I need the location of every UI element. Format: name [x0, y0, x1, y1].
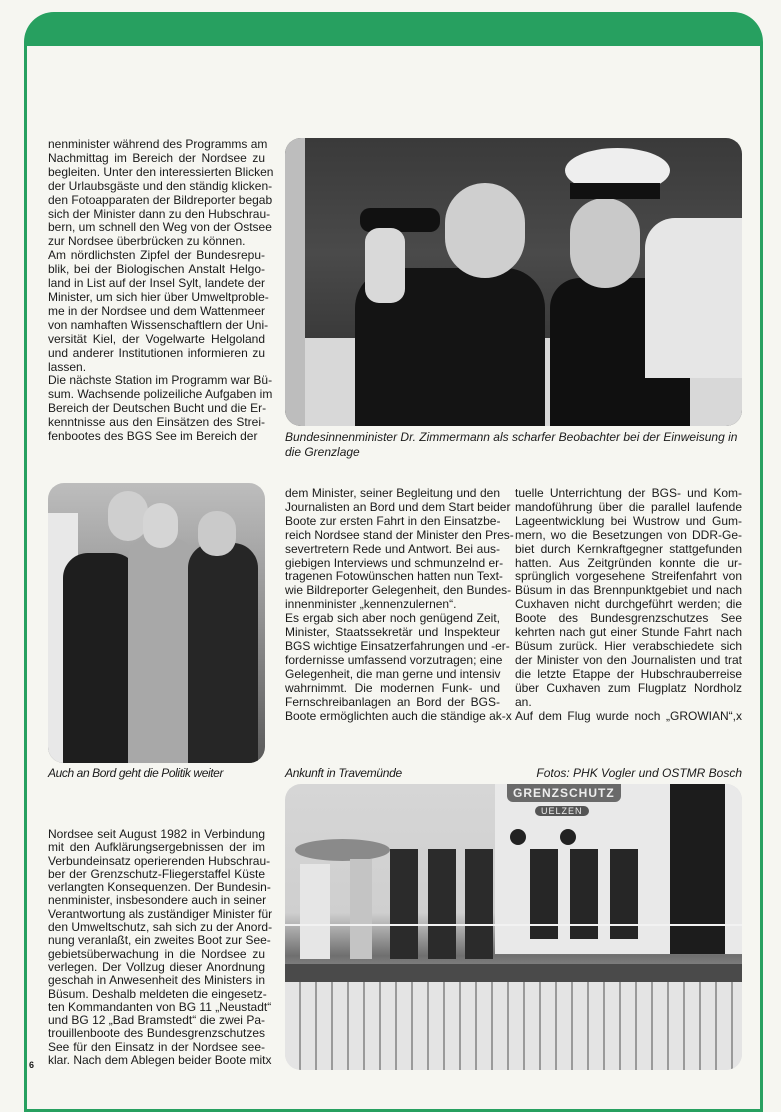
text-line: ten Kommandanten von BG 11 „Neustadt“	[48, 999, 272, 1014]
text-line: ber der Grenzschutz-Fliegerstaffel Küste	[48, 866, 265, 881]
text-line: und BG 12 „Bad Bramstedt“ die zwei Pa-	[48, 1013, 265, 1028]
text-line: BGS wichtige Einsatzerfahrungen und -er-	[285, 638, 510, 653]
text-line: gebietsüberwachung in die Nordsee zu	[48, 946, 265, 961]
text-line: Büsum in das Brennpunktgebiet und nach	[515, 583, 742, 598]
text-line: Nachmittag im Bereich der Nordsee zu	[48, 150, 265, 165]
text-line: Die nächste Station im Programm war Bü-	[48, 373, 273, 388]
text-line: Cuxhaven nicht durchgeführt werden; die	[515, 597, 742, 612]
text-line: fordernisse umfassend vorzutragen; eine	[285, 652, 503, 667]
text-line: reich Nordsee stand der Minister den Pres-	[285, 527, 514, 542]
text-line: begleiten. Unter den interessierten Blicken	[48, 164, 274, 179]
text-line: die letzte Etappe der Hubschrauberreise	[515, 666, 742, 681]
text-line: sich der Minister dann zu den Hubschrau-	[48, 206, 271, 221]
text-line: hatten. Aus Zeitgründen konnte die ur-	[515, 555, 742, 570]
column-middle	[285, 486, 514, 723]
text-line: land in List auf der Insel Sylt, landete der	[48, 276, 265, 291]
text-line: nung veranlaßt, ein zweites Boot zur See-	[48, 933, 271, 948]
text-line: Lageentwicklung bei Wustrow und Gum-	[515, 513, 742, 528]
caption-top-photo: Bundesinnenminister Dr. Zimmermann als scharfer Beobachter bei der Einweisung in die Grenzlage	[285, 430, 738, 459]
text-line: klar. Nach dem Ablegen beider Boote mitx	[48, 1053, 272, 1068]
column-right	[515, 487, 742, 723]
text-line: an.	[515, 694, 532, 709]
text-line: blik, bei der Biologischen Anstalt Helgo-	[48, 262, 265, 277]
text-line: Auf dem Flug wurde noch „GROWIAN“,x	[515, 708, 742, 723]
text-line: Boote zur ersten Fahrt in den Einsatzbe-	[285, 513, 501, 528]
text-line: Boote des Bundesgrenzschutzes See	[515, 611, 742, 626]
text-line: der Minister von den Journalisten und trat	[515, 652, 742, 667]
text-line: giebigen Interviews und schmunzelnd er-	[285, 555, 504, 570]
text-line: Büsum zurück. Hier verabschiedete sich	[515, 638, 742, 653]
text-line: über Cuxhaven zum Flugplatz Nordholz	[515, 680, 742, 695]
text-line: severtretern Rede und Antwort. Bei aus-	[285, 541, 500, 556]
text-line: Minister, Staatssekretär und Inspekteur	[285, 625, 500, 640]
text-line: mern, wo die Besetzungen von DDR-Ge-	[515, 527, 742, 542]
text-line: verlangten Konsequenzen. Der Bundesin-	[48, 880, 271, 895]
text-line: verlegen. Der Vollzug dieser Anordnung	[48, 959, 265, 974]
frame-inner	[27, 46, 760, 86]
text-line: Minister, um sich hier über Umweltproble-	[48, 289, 269, 304]
text-line: sum. Wachsende polizeiliche Aufgaben im	[48, 387, 273, 402]
text-line: tragenen Fotowünschen hatten nun Text-	[285, 569, 503, 584]
text-line: zur Nordsee überbrücken zu können.	[48, 234, 246, 249]
ship-name-board: GRENZSCHUTZ	[507, 784, 621, 802]
text-line: Fernschreibanlagen an Bord der BGS-	[285, 694, 500, 709]
text-line: Verantwortung als zuständiger Minister für	[48, 906, 273, 921]
text-line: biet durch Kernkraftgegner stattgefunden	[515, 541, 742, 556]
text-line: der Urlaubsgäste und den ständig klicken-	[48, 178, 273, 193]
text-line: mit den Aufklärungsergebnissen der im	[48, 840, 265, 855]
text-line: me in der Nordsee und dem Wattenmeer	[48, 303, 265, 318]
text-line: Es ergab sich aber noch genügend Zeit,	[285, 611, 500, 626]
text-line: wahrnimmt. Die modernen Funk- und	[285, 680, 500, 695]
text-line: fenbootes des BGS See im Bereich der	[48, 429, 258, 444]
text-line: Nordsee seit August 1982 in Verbindung	[48, 827, 265, 841]
text-line: von namhaften Wissenschaftlern der Uni-	[48, 317, 269, 332]
photo-arrival-travemuende	[285, 784, 742, 1070]
photo-minister-binoculars	[285, 138, 742, 426]
caption-left-photo: Auch an Bord geht die Politik weiter	[48, 766, 224, 780]
text-line: trouillenboote des Bundesgrenzschutzes	[48, 1026, 265, 1041]
text-line: Bereich der Deutschen Bucht und die Er-	[48, 401, 267, 416]
text-line: Journalisten an Bord und dem Start beider	[285, 499, 511, 514]
text-line: und anderer Institutionen informieren zu	[48, 345, 265, 360]
text-line: mandoführung über die parallel laufende	[515, 499, 742, 514]
text-line: kenntnisse aus den Einsätzen des Strei-	[48, 415, 265, 430]
text-line: bern, um schnell den Weg von der Ostsee	[48, 220, 272, 235]
text-line: kehrten nach gut einer Stunde Fahrt nach	[515, 625, 742, 640]
text-line: den Umweltschutz, sah sich zu der Anord-	[48, 920, 273, 935]
photo-credits: Fotos: PHK Vogler und OSTMR Bosch	[536, 766, 742, 780]
text-line: versität Kiel, der Vogelwarte Helgoland	[48, 331, 265, 346]
photo-politics-on-board	[48, 483, 265, 763]
text-line: Am nördlichsten Zipfel der Bundesrepu-	[48, 248, 265, 263]
text-line: Verbundeinsatz operierenden Hubschrau-	[48, 853, 271, 868]
text-line: wie Bildreporter Gelegenheit, den Bundes-	[285, 583, 512, 598]
text-line: den Fotoapparaten der Bildreporter begab	[48, 192, 273, 207]
text-line: innenminister „kennenzulernen“.	[285, 597, 457, 612]
text-line: See für den Einsatz in der Nordsee see-	[48, 1039, 265, 1054]
text-line: Gelegenheit, die man gerne und intensiv	[285, 666, 501, 681]
text-line: sprünglich vorgesehene Streifenfahrt von	[515, 569, 742, 584]
text-line: tuelle Unterrichtung der BGS- und Kom-	[515, 486, 742, 500]
text-line: Boote ermöglichten auch die ständige ak-x	[285, 708, 512, 723]
ship-name: UELZEN	[535, 806, 589, 816]
column-top-left	[48, 137, 274, 444]
text-line: Büsum. Deshalb meldeten die eingesetz-	[48, 986, 267, 1001]
text-line: geschah in Anwesenheit des Ministers in	[48, 973, 265, 988]
text-line: dem Minister, seiner Begleitung und den	[285, 486, 500, 500]
text-line: nenminister, insbesondere auch in seiner	[48, 893, 267, 908]
text-line: nenminister während des Programms am	[48, 137, 268, 151]
page-number: 6	[29, 1060, 35, 1070]
text-line: lassen.	[48, 359, 87, 374]
column-bottom-left	[48, 827, 273, 1068]
caption-bottom-photo: Ankunft in Travemünde	[285, 766, 402, 780]
